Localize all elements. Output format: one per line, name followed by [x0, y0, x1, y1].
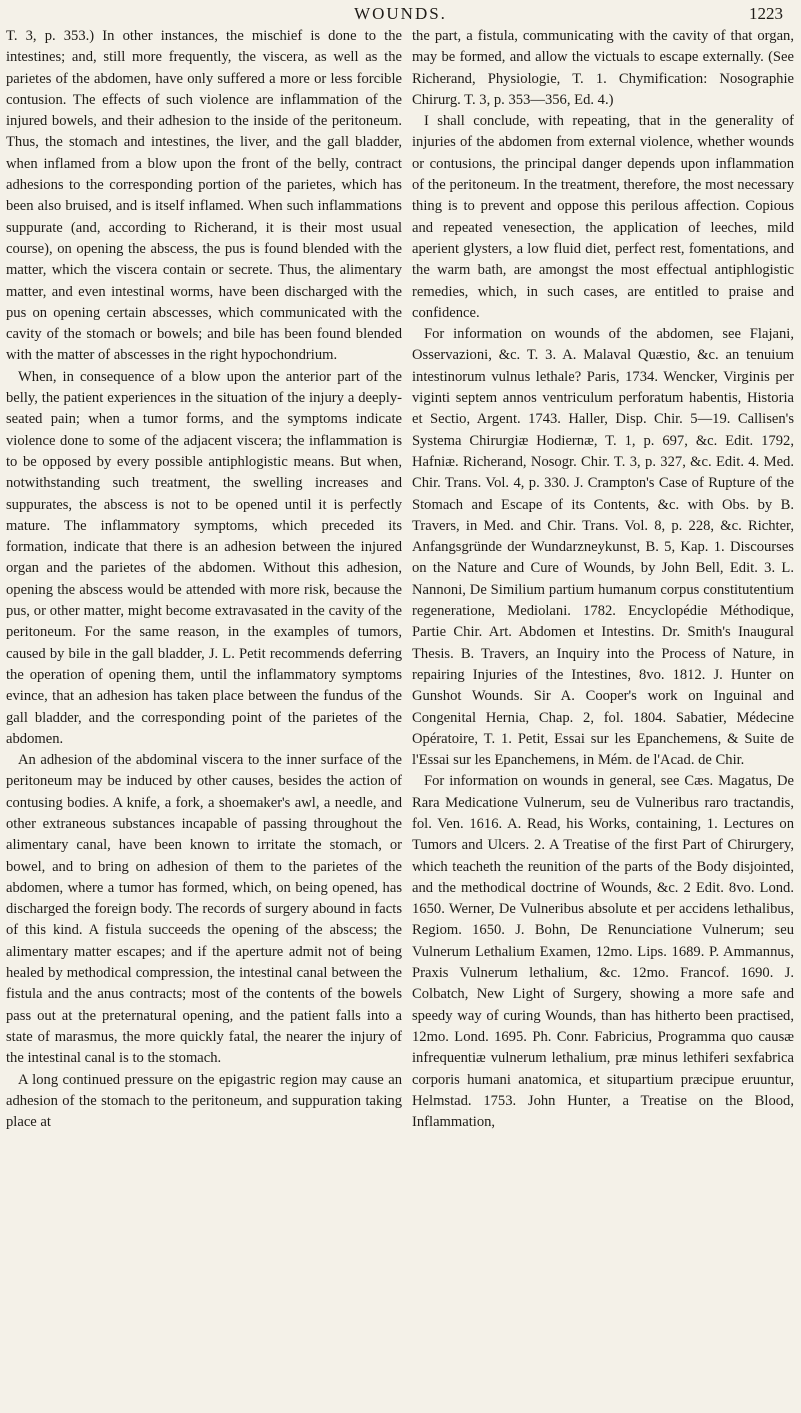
running-title: WOUNDS.: [354, 4, 447, 23]
right-column: [412, 26, 794, 1406]
left-column: [6, 26, 402, 1406]
paragraph: When, in consequence of a blow upon the anterior part of the belly, the patient experiences in the situation of the injury a deeply-seated pain; when a tumor forms, and the symptoms indicate violence done to some of the adjacent viscera; the inflammation is to be opposed by every possible antiphlogistic means. But when, notwithstanding such treatment, the swelling increases and suppurates, the abscess is not to be opened until it is perfectly mature. The inflammatory symptoms, which preceded its formation, indicate that there is an adhesion between the injured organ and the parietes of the abdomen. Without this adhesion, opening the abscess would be attended with more risk, because the pus, or other matter, might become extravasated in the cavity of the peritoneum. For the same reason, in the examples of tumors, caused by bile in the gall bladder, J. L. Petit recommends deferring the operation of opening them, until the inflammatory symptoms evince, that an adhesion has taken place between the fundus of the gall bladder, and the corresponding point of the parietes of the abdomen.: [6, 368, 402, 747]
paragraph: A long continued pressure on the epigastric region may cause an adhesion of the stomach to the peritoneum, and suppuration taking place at: [6, 1071, 402, 1131]
paragraph: For information on wounds in general, see Cæs. Magatus, De Rara Medicatione Vulnerum, seu de Vulneribus raro tractandis, fol. Ven. 1616. A. Read, his Works, containing, 1. Lectures on Tumors and Ulcers. 2. A Treatise of the first Part of Chirurgery, which teacheth the reunition of the parts of the Body disjointed, and the methodical doctrine of Wounds, &c. 2 Edit. 8vo. Lond. 1650. Werner, De Vulneribus absolute et per accidens lethalibus, Regiom. 1650. J. Bohn, De Renunciatione Vulnerum; seu Vulnerum Lethalium Examen, 12mo. Lips. 1689. P. Ammannus, Praxis Vulnerum lethalium, &c. 12mo. Francof. 1690. J. Colbatch, New Light of Surgery, showing a more safe and speedy way of curing Wounds, than has hitherto been practised, 12mo. Lond. 1695. Ph. Conr. Fabricius, Programma quo causæ infrequentiæ vulnerum lethalium, præ minus lethiferi sexfabrica corporis humani anatomica, et situpartium præcipue eruuntur, Helmstad. 1753. John Hunter, a Treatise on the Blood, Inflammation,: [412, 773, 794, 1131]
page-number: 1223: [749, 4, 783, 23]
paragraph: the part, a fistula, communicating with the cavity of that organ, may be formed, and allow the victuals to escape externally. (See Richerand, Physiologie, T. 1. Chymification: Nosographie Chirurg. T. 3, p. 353—356, Ed. 4.): [412, 28, 794, 108]
page-header: [0, 2, 801, 28]
paragraph: I shall conclude, with repeating, that in the generality of injuries of the abdomen from external violence, whether wounds or contusions, the principal danger depends upon inflammation of the peritoneum. In the treatment, therefore, the most necessary thing is to prevent and oppose this perilous affection. Copious and repeated venesection, the application of leeches, mild aperient glysters, a low fluid diet, perfect rest, fomentations, and the warm bath, are amongst the most effectual antiphlogistic remedies, which, in such cases, are entitled to praise and confidence.: [412, 113, 794, 321]
paragraph: For information on wounds of the abdomen, see Flajani, Osservazioni, &c. T. 3. A. Malaval Quæstio, &c. an tenuium intestinorum vulnus lethale? Paris, 1734. Wencker, Virginis per viginti septem annos ventriculum perforatum habentis, Historia et Sectio, Argent. 1743. Haller, Disp. Chir. 5—19. Callisen's Systema Chirurgiæ Hodiernæ, T. 1, p. 697, &c. Edit. 1792, Hafniæ. Richerand, Nosogr. Chir. T. 3, p. 327, &c. Edit. 4. Med. Chir. Trans. Vol. 4, p. 330. J. Crampton's Case of Rupture of the Stomach and Escape of its Contents, &c. with Obs. by B. Travers, in Med. and Chir. Trans. Vol. 8, p. 228, &c. Richter, Anfangsgründe der Wundarzneykunst, B. 5, Kap. 1. Discourses on the Nature and Cure of Wounds, by John Bell, Edit. 3. L. Nannoni, De Similium partium humanum corpus constitutentium regeneratione, Mediolani. 1782. Encyclopédie Méthodique, Partie Chir. Art. Abdomen et Intestins. Dr. Smith's Inaugural Thesis. B. Travers, an Inquiry into the Process of Nature, in repairing Injuries of the Intestines, 8vo. 1812. J. Hunter on Gunshot Wounds. Sir A. Cooper's work on Inguinal and Congenital Hernia, Chap. 2, fol. 1804. Sabatier, Médecine Opératoire, T. 1. Petit, Essai sur les Epanchemens, & Suite de l'Essai sur les Epanchemens, in Mém. de l'Acad. de Chir.: [412, 326, 794, 769]
paragraph: T. 3, p. 353.) In other instances, the mischief is done to the intestines; and, still more frequently, the viscera, as well as the parietes of the abdomen, have only suffered a more or less forcible contusion. The effects of such violence are inflammation of the injured bowels, and their adhesion to the inside of the peritoneum. Thus, the stomach and intestines, the liver, and the gall bladder, when inflamed from a blow upon the front of the belly, contract adhesions to the corresponding portion of the parietes, which has been also bruised, and is itself inflamed. When such inflammations suppurate (and, according to Richerand, it is their most usual course), on opening the abscess, the pus is found blended with the matter, which the viscera contain or secrete. Thus, the alimentary matter, and even intestinal worms, have been discharged with the pus on opening certain abscesses, which communicated with the cavity of the stomach or bowels; and bile has been found blended with the matter of abscesses in the right hypochondrium.: [6, 28, 402, 364]
paragraph: An adhesion of the abdominal viscera to the inner surface of the peritoneum may be induced by other causes, besides the action of contusing bodies. A knife, a fork, a shoemaker's awl, a needle, and other extraneous substances incapable of passing throughout the alimentary canal, have been known to irritate the stomach, or bowel, and to bring on adhesion of them to the parietes of the abdomen, where a tumor has formed, which, on being opened, has discharged the foreign body. The records of surgery abound in facts of this kind. A fistula succeeds the opening of the abscess; the alimentary matter escapes; and if the aperture admit not of being healed by methodical compression, the intestinal canal between the fistula and the anus contracts; most of the contents of the bowels pass out at the preternatural opening, and the patient falls into a state of marasmus, the more quickly fatal, the nearer the injury of the intestinal canal is to the stomach.: [6, 752, 402, 1067]
